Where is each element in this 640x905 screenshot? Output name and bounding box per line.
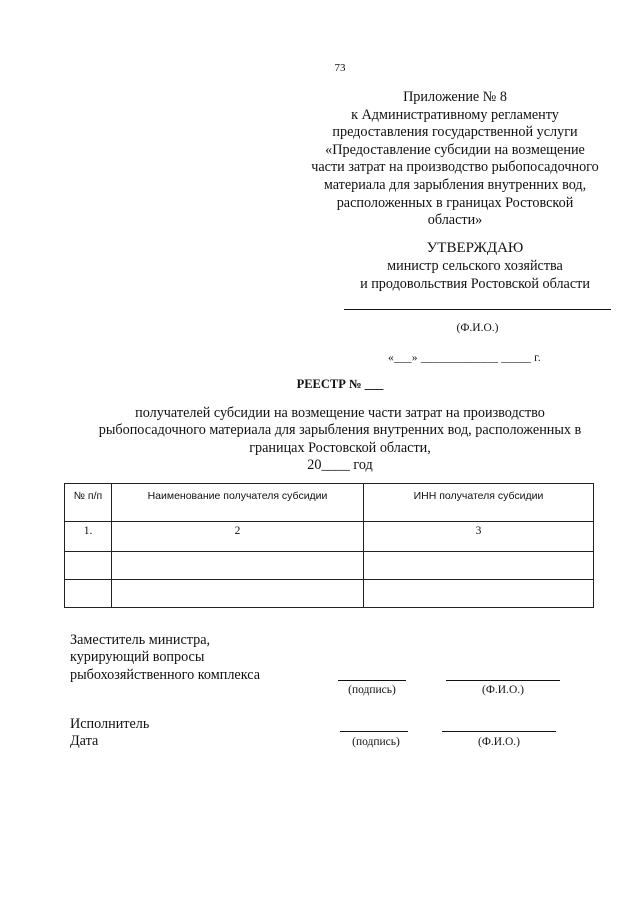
- date-label: Дата: [70, 733, 99, 750]
- appendix-line: области»: [427, 212, 483, 229]
- register-description-line: границах Ростовской области,: [249, 439, 431, 456]
- deputy-signature-line: [338, 680, 406, 681]
- approval-block: [340, 239, 610, 293]
- column-header: № п/п: [65, 484, 112, 522]
- appendix-line: части затрат на производство рыбопосадочного: [311, 159, 599, 176]
- executor-fio-caption: (Ф.И.О.): [478, 736, 520, 748]
- register-description-line: получателей субсидии на возмещение части затрат на производство: [135, 405, 545, 421]
- appendix-line: «Предоставление субсидии на возмещение: [325, 141, 585, 158]
- table-header-row: [65, 484, 594, 522]
- register-description: [50, 405, 630, 475]
- table-row: [65, 580, 594, 608]
- register-table: [64, 483, 594, 608]
- approval-fio-caption: (Ф.И.О.): [456, 322, 499, 334]
- approval-date-line: «___» _____________ _____ г.: [388, 352, 541, 364]
- table-cell: [364, 580, 594, 608]
- register-description-line: рыбопосадочного материала для зарыбления внутренних вод, расположенных в: [98, 422, 582, 439]
- table-cell: [65, 552, 112, 580]
- executor-signature-caption: (подпись): [352, 736, 400, 748]
- table-cell: [112, 552, 364, 580]
- table-cell: [112, 580, 364, 608]
- column-header: Наименование получателя субсидии: [112, 484, 364, 522]
- approval-line: министр сельского хозяйства: [387, 258, 563, 274]
- executor-signature-line: [340, 731, 408, 732]
- deputy-line: рыбохозяйственного комплекса: [70, 666, 260, 683]
- register-description-line: 20____ год: [307, 457, 373, 474]
- table-cell: 1.: [65, 522, 112, 552]
- appendix-header: [290, 89, 620, 230]
- deputy-line: курирующий вопросы: [70, 649, 205, 666]
- deputy-signature-caption: (подпись): [348, 684, 396, 696]
- deputy-line: Заместитель министра,: [70, 632, 211, 648]
- approval-heading: УТВЕРЖДАЮ: [426, 240, 524, 256]
- table-cell: 2: [112, 522, 364, 552]
- table-cell: [65, 580, 112, 608]
- table-row: [65, 552, 594, 580]
- table-row: [65, 522, 594, 552]
- appendix-line: предоставления государственной услуги: [332, 124, 578, 141]
- register-title: РЕЕСТР № ___: [296, 377, 384, 391]
- appendix-line: материала для зарыбления внутренних вод,: [323, 176, 587, 193]
- deputy-minister-block: [70, 632, 260, 684]
- table-cell: [364, 552, 594, 580]
- executor-fio-line: [442, 731, 556, 732]
- table-cell: 3: [364, 522, 594, 552]
- deputy-fio-line: [446, 680, 560, 681]
- executor-label: Исполнитель: [70, 716, 150, 732]
- deputy-fio-caption: (Ф.И.О.): [482, 684, 524, 696]
- appendix-line: к Административному регламенту: [351, 106, 559, 123]
- appendix-line: Приложение № 8: [403, 89, 507, 105]
- column-header: ИНН получателя субсидии: [364, 484, 594, 522]
- page-number: 73: [334, 62, 346, 74]
- appendix-line: расположенных в границах Ростовской: [336, 194, 574, 211]
- executor-block: [70, 716, 149, 751]
- approval-signature-line: [344, 309, 611, 310]
- approval-line: и продовольствия Ростовской области: [360, 275, 590, 292]
